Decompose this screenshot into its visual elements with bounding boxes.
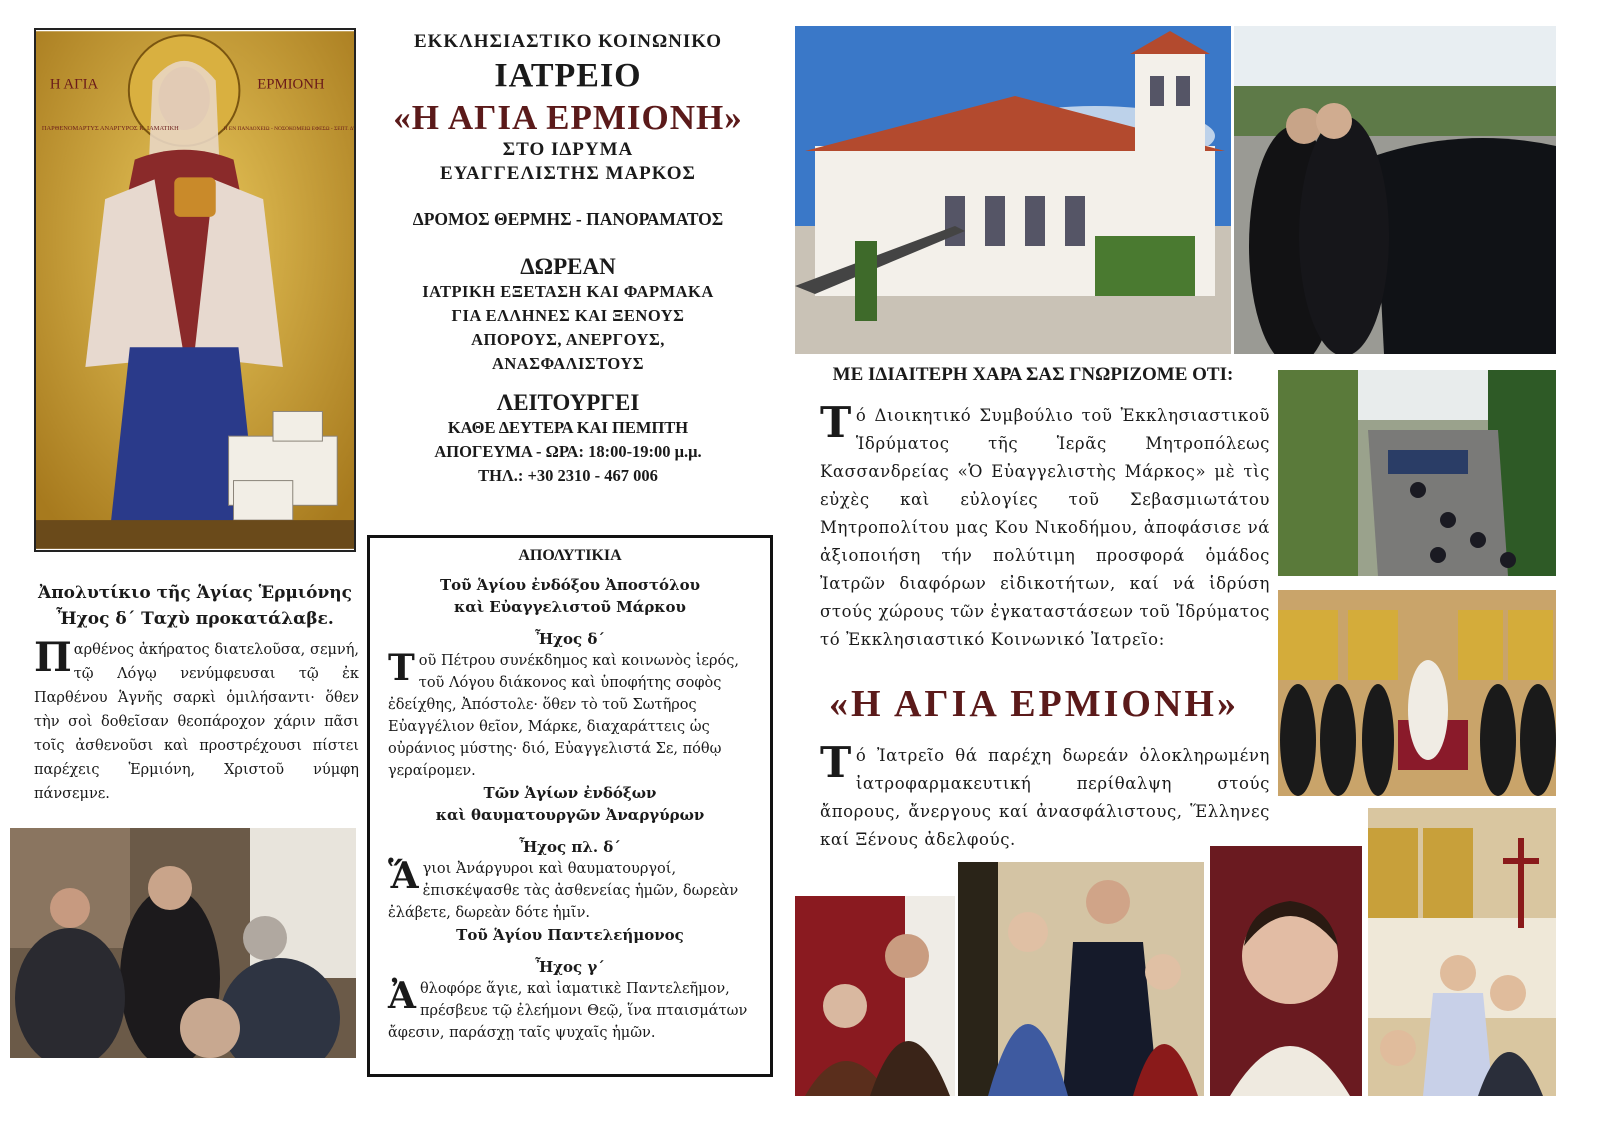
header-line4: ΣΤΟ ΙΔΡΥΜΑ [502, 139, 634, 160]
operation-hours: ΑΠΟΓΕΥΜΑ - ΩΡΑ: 18:00-19:00 μ.μ. [434, 442, 702, 461]
hermione-apolytikion-title-line1: Ἀπολυτίκιο τῆς Ἁγίας Ἑρμιόνης [38, 583, 352, 603]
section-dropcap: Ἀ [388, 975, 416, 1017]
photo-children-in-church [1368, 808, 1556, 1096]
hermione-dropcap: Π [34, 634, 72, 681]
section-hymn-body: γιοι Ἀνάργυροι καὶ θαυματουργοί, ἐπισκέψασθε τὰς ἀσθενείας ἡμῶν, δωρεὰν ἐλάβετε, δωρεὰν δότε ἡμῖν. [388, 861, 739, 921]
section-heading: Τοῦ Ἁγίου Παντελεήμονος [456, 926, 684, 944]
photo-child [1210, 846, 1362, 1096]
section-tone: Ἦχος γ´ [535, 958, 605, 976]
section-hymn [388, 975, 752, 1044]
section-heading: Τοῦ Ἁγίου ἐνδόξου Ἀποστόλου [440, 576, 700, 594]
announcement-body1: ό Διοικητικό Συμβούλιο τοῦ Ἐκκλησιαστικοῦ Ἱδρύματος τῆς Ἱερᾶς Μητροπόλεως Κασσανδρείας «Ὁ Εὐαγγελιστὴς Μάρκος» μὲ τὶς εὐχὲς καὶ εὐλογίες τοῦ Σεβασμιωτάτου Μητροπολίτου μας Κου Νικοδήμου, ἀποφάσισε νά ἀξιοποιήση τήν πολύτιμη προσφορά ὁμάδος Ἰατρῶν διαφόρων εἰδικοτήτων, καί νά ἱδρύση στούς χώρους τῶν ἐγκαταστάσεων τοῦ Ἱδρύματος τό Ἐκκλησιαστικό Κοινωνικό Ἰατρεῖο: [820, 406, 1270, 649]
icon-inscription-right: ΕΡΜΙΟΝΗ [257, 76, 325, 93]
section-dropcap: Τ [388, 647, 415, 689]
photo-blessing-service [1278, 590, 1556, 796]
header-line1: ΕΚΚΛΗΣΙΑΣΤΙΚΟ ΚΟΙΝΩΝΙΚΟ [413, 31, 723, 52]
section-tone: Ἦχος δ´ [535, 630, 605, 648]
section-dropcap: Ἅ [388, 855, 419, 897]
icon-caption-right: Η ΕΝ ΠΑΝΔΟΧΕΙΩ - ΝΟΣΟΚΟΜΕΙΩ ΕΦΕΣΩ - ΣΕΠΤ. Δ' [223, 126, 354, 133]
free-line: ΑΠΟΡΟΥΣ, ΑΝΕΡΓΟΥΣ, [471, 330, 665, 349]
icon-inscription-left: Η ΑΓΙΑ [49, 76, 99, 93]
section-hymn-body: θλοφόρε ἅγιε, καὶ ἰαματικὲ Παντελεῆμον, πρέσβευε τῷ ἐλεήμονι Θεῷ, ἵνα πταισμάτων ἄφεσιν, παράσχῃ ταῖς ψυχαῖς ἡμῶν. [388, 981, 748, 1041]
header-line5: ΕΥΑΓΓΕΛΙΣΤΗΣ ΜΑΡΚΟΣ [440, 163, 696, 184]
hermione-apolytikion-title [20, 580, 370, 632]
saint-icon-image [34, 28, 356, 552]
announcement-body2: ό Ἰατρεῖο θά παρέχη δωρεάν ὁλοκληρωμένη ἰατροφαρμακευτική περίθαλψη στούς ἄπορους, ἄνεργους καί ἀνασφάλιστους, Ἕλληνες καί Ξένους ἀδελφούς. [820, 746, 1270, 849]
free-line: ΙΑΤΡΙΚΗ ΕΞΕΤΑΣΗ ΚΑΙ ΦΑΡΜΑΚΑ [422, 282, 714, 301]
photo-clergy-group [10, 828, 356, 1058]
clinic-header [368, 30, 768, 488]
section-heading: Τῶν Ἁγίων ἐνδόξων [483, 784, 657, 802]
section-heading: καὶ θαυματουργῶν Ἀναργύρων [435, 806, 705, 824]
operation-phone: ΤΗΛ.: +30 2310 - 467 006 [478, 466, 658, 485]
announcement-paragraph2 [820, 738, 1270, 854]
icon-caption-left: ΠΑΡΘΕΝΟΜΑΡΤΥΣ ΑΝΑΡΓΥΡΟΣ Κ. ΙΑΜΑΤΙΚΗ [41, 125, 179, 133]
photo-man-with-girls [958, 862, 1204, 1096]
photo-bishops-greeting [1234, 26, 1556, 354]
announcement-clinic-name: «Η ΑΓΙΑ ΕΡΜΙΟΝΗ» [829, 683, 1239, 725]
operation-title: ΛΕΙΤΟΥΡΓΕΙ [496, 390, 640, 415]
header-address: ΔΡΟΜΟΣ ΘΕΡΜΗΣ - ΠΑΝΟΡΑΜΑΤΟΣ [412, 209, 724, 229]
hermione-apolytikion-text [34, 634, 359, 806]
announcement-dropcap1: Τ [820, 398, 852, 447]
photo-two-women [795, 896, 955, 1096]
section-hymn-body: οῦ Πέτρου συνέκδημος καὶ κοινωνὸς ἱερός, τοῦ Λόγου διάκονος καὶ ὑποφήτης σοφὸς ἐδείχθης, Ἀπόστολε· ὅθεν τὸ τοῦ Σωτῆρος Εὐαγγέλιον θεῖον, Μάρκε, διαχαράττεις ὡς οὐράνιος μύστης· διό, Εὐαγγελιστά Σε, πόθῳ γεραίρομεν. [388, 653, 739, 779]
header-line2: ΙΑΤΡΕΙΟ [494, 57, 642, 94]
section-hymn [388, 647, 752, 782]
section-tone: Ἦχος πλ. δ´ [519, 838, 621, 856]
header-clinic-name: «Η ΑΓΙΑ ΕΡΜΙΟΝΗ» [393, 98, 743, 137]
hermione-hymn-body: αρθένος ἀκήρατος διατελοῦσα, σεμνή, τῷ Λόγῳ νενύμφευσαι τῷ ἐκ Παρθένου Ἁγνῆς σαρκὶ ὁμιλήσαντι· ὅθεν τὴν σοὶ δοθεῖσαν θεοπάροχον χάριν πᾶσι τοῖς ἀσθενοῦσι καὶ προστρέχουσι πίστει παρέχεις Ἑρμιόνη, Χριστοῦ νύμφη πάνσεμνε. [34, 642, 359, 802]
photo-church-building [795, 26, 1231, 354]
section-heading: καὶ Εὐαγγελιστοῦ Μάρκου [454, 598, 686, 616]
hermione-apolytikion-tone: Ἦχος δ´ Ταχὺ προκατάλαβε. [56, 609, 334, 629]
saint-hermione-icon [36, 30, 354, 550]
section-hymn [388, 855, 752, 924]
free-line: ΑΝΑΣΦΑΛΙΣΤΟΥΣ [491, 354, 645, 373]
announcement-dropcap2: Τ [820, 738, 852, 787]
free-line: ΓΙΑ ΕΛΛΗΝΕΣ ΚΑΙ ΞΕΝΟΥΣ [451, 306, 685, 325]
operation-days: ΚΑΘΕ ΔΕΥΤΕΡΑ ΚΑΙ ΠΕΜΠΤΗ [447, 418, 689, 437]
announcement-heading: ΜΕ ΙΔΙΑΙΤΕΡΗ ΧΑΡΑ ΣΑΣ ΓΝΩΡΙΖΟΜΕ ΟΤΙ: [832, 364, 1234, 385]
photo-crowd-outside [1278, 370, 1556, 576]
announcement-paragraph1 [820, 398, 1270, 654]
apolytikia-box [367, 535, 773, 1077]
apolytikia-title: ΑΠΟΛΥΤΙΚΙΑ [518, 547, 622, 564]
free-title: ΔΩΡΕΑΝ [520, 254, 616, 279]
